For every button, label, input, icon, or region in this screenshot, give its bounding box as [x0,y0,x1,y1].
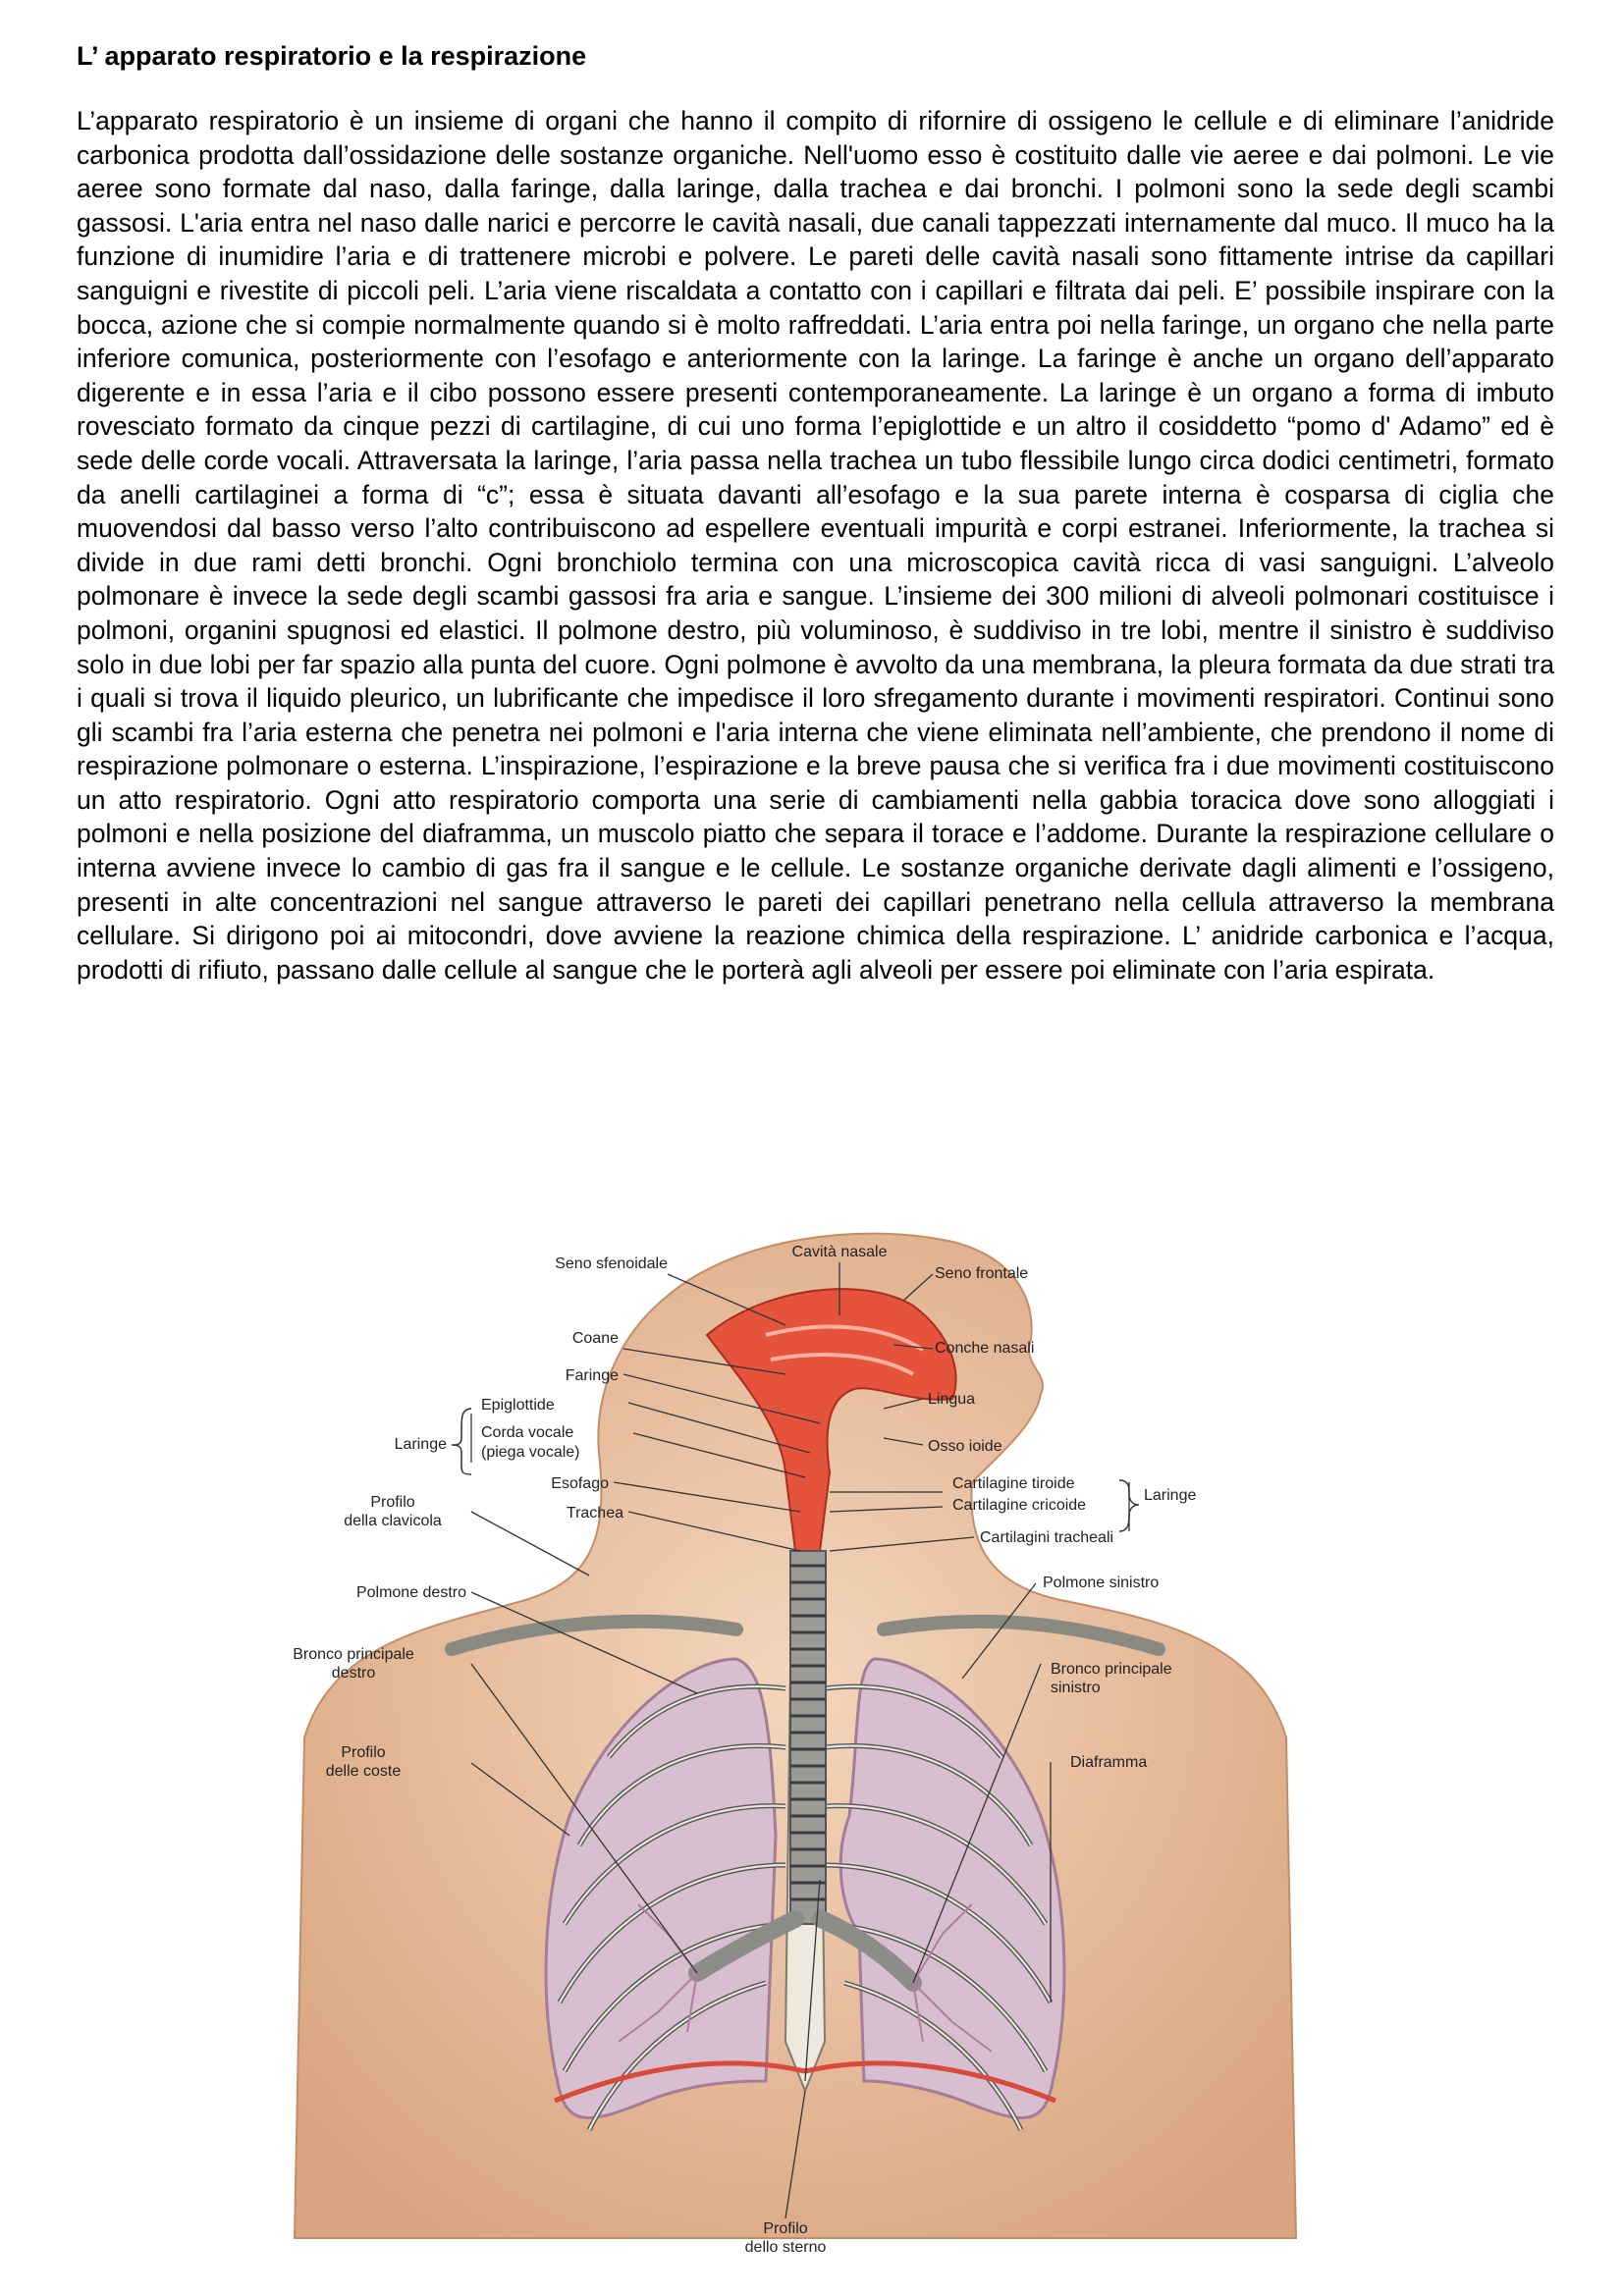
label-delle-coste: delle coste [325,1763,402,1780]
label-cartilagine-tiroide: Cartilagine tiroide [952,1475,1075,1492]
label-coane: Coane [571,1330,619,1347]
label-lingua: Lingua [928,1391,976,1408]
label-bronco-destro: Bronco principale [293,1646,414,1663]
label-polmone-sinistro: Polmone sinistro [1043,1575,1160,1591]
label-cartilagine-cricoide: Cartilagine cricoide [952,1497,1087,1514]
label-diaframma: Diaframma [1070,1754,1148,1771]
label-profilo-clavicola: Profilo [370,1494,415,1511]
label-esofago: Esofago [551,1475,609,1492]
label-seno-frontale: Seno frontale [935,1265,1029,1282]
label-seno-sfenoidale: Seno sfenoidale [555,1255,668,1272]
trachea [790,1551,826,1924]
label-faringe: Faringe [565,1367,619,1384]
respiratory-system-illustration [275,1227,1394,2277]
label-piega-vocale: (piega vocale) [481,1444,580,1461]
label-profilo-coste: Profilo [341,1744,386,1761]
label-osso-ioide: Osso ioide [928,1438,1002,1455]
label-polmone-destro: Polmone destro [355,1584,466,1601]
label-profilo-sterno: Profilo [763,2220,808,2237]
label-trachea: Trachea [566,1505,623,1522]
anatomy-diagram [275,1227,1394,2277]
label-corda-vocale: Corda vocale [481,1424,574,1441]
label-cavita-nasale: Cavità nasale [791,1244,888,1260]
document-title: L’ apparato respiratorio e la respirazione [77,41,587,71]
label-bronco-sinistro-2: sinistro [1051,1680,1101,1696]
label-cartilagini-tracheali: Cartilagini tracheali [980,1529,1114,1546]
label-conche-nasali: Conche nasali [935,1340,1035,1357]
body-paragraph: L’apparato respiratorio è un insieme di organi che hanno il compito di rifornire di ossigeno le cellule e di eliminare l’anidride carbonica prodotta dall’ossidazione delle sostanze organiche. Nell'uomo esso è costituito dalle vie aeree e dai polmoni. Le vie aeree sono formate dal naso, dalla faringe, dalla laringe, dalla trachea e dai bronchi. I polmoni sono la sede degli scambi gassosi. L'aria entra nel naso dalle narici e percorre le cavità nasali, due canali tappezzati internamente dal muco. Il muco ha la funzione di inumidire l’aria e di trattenere microbi e polvere. Le pareti delle cavità nasali sono fittamente intrise da capillari sanguigni e rivestite di piccoli peli. L’aria viene riscaldata a contatto con i capillari e filtrata dai peli. E’ possibile inspirare con la bocca, azione che si compie normalmente quando si è molto raffreddati. L’aria entra poi nella faringe, un organo che nella parte inferiore comunica, posteriormente con l’esofago e anteriormente con la laringe. La faringe è anche un organo dell’apparato digerente e in essa l’aria e il cibo possono essere presenti contemporaneamente. La laringe è un organo a forma di imbuto rovesciato formato da cinque pezzi di cartilagine, di cui uno forma l’epiglottide e un altro il cosiddetto “pomo d' Adamo” ed è sede delle corde vocali. Attraversata la laringe, l’aria passa nella trachea un tubo flessibile lungo circa dodici centimetri, formato da anelli cartilaginei a forma di “c”; essa è situata davanti all’esofago e la sua parete interna è cosparsa di ciglia che muovendosi dal basso verso l’alto contribuiscono ad espellere eventuali impurità e corpi estranei. Inferiormente, la trachea si divide in due rami detti bronchi. Ogni bronchiolo termina con una microscopica cavità ricca di vasi sanguigni. L’alveolo polmonare è invece la sede degli scambi gassosi fra aria e sangue. L’insieme dei 300 milioni di alveoli polmonari costituisce i polmoni, organini spugnosi ed elastici. Il polmone destro, più voluminoso, è suddiviso in tre lobi, mentre il sinistro è suddiviso solo in due lobi per far spazio alla punta del cuore. Ogni polmone è avvolto da una membrana, la pleura formata da due strati tra i quali si trova il liquido pleurico, un lubrificante che impedisce il loro sfregamento durante i movimenti respiratori. Continui sono gli scambi fra l’aria esterna che penetra nei polmoni e l'aria interna che viene eliminata nell’ambiente, che prendono il nome di respirazione polmonare o esterna. L’inspirazione, l’espirazione e la breve pausa che si verifica fra i due movimenti costituiscono un atto respiratorio. Ogni atto respiratorio comporta una serie di cambiamenti nella gabbia toracica dove sono alloggiati i polmoni e nella posizione del diaframma, un muscolo piatto che separa il torace e l’addome. Durante la respirazione cellulare o interna avviene invece lo cambio di gas fra il sangue e le cellule. Le sostanze organiche derivate dagli alimenti e l’ossigeno, presenti in alte concentrazioni nel sangue attraverso le pareti dei capillari penetrano nella cellula attraverso la membrana cellulare. Si dirigono poi ai mitocondri, dove avviene la reazione chimica della respirazione. L’ anidride carbonica e l’acqua, prodotti di rifiuto, passano dalle cellule al sangue che le porterà agli alveoli per essere poi eliminate con l’aria espirata. [77,106,1554,985]
label-della-clavicola: della clavicola [344,1513,442,1529]
label-bronco-sinistro: Bronco principale [1051,1661,1172,1678]
laringe-bracket-left [452,1409,471,1474]
label-dello-sterno: dello sterno [744,2239,827,2256]
label-laringe-left: Laringe [394,1436,447,1453]
label-laringe-right: Laringe [1144,1487,1197,1504]
label-bronco-destro-2: destro [331,1665,376,1682]
label-epiglottide: Epiglottide [481,1397,555,1414]
